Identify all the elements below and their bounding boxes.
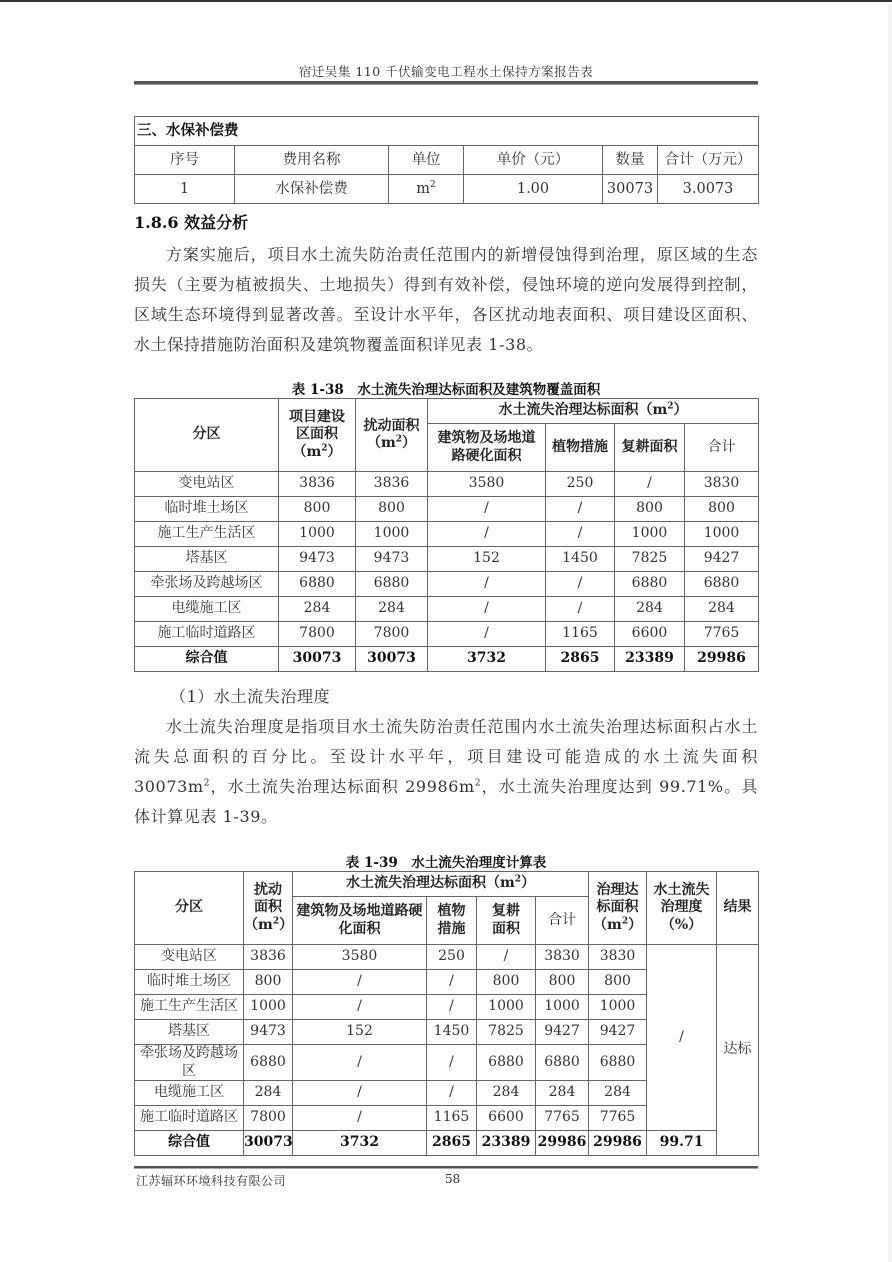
table-1-38 [134, 398, 759, 672]
col-disturb-area: 扰动 面积 $(m^2)$ [244, 872, 293, 945]
zone-cell: 电缆施工区 [135, 1081, 244, 1106]
footer-rule [134, 1166, 758, 1169]
plant-cell: 2865 [427, 1131, 477, 1156]
plant-cell: 2865 [546, 647, 615, 672]
col-result: 结果 [717, 872, 759, 945]
fee-unit: $m^2$ [389, 175, 464, 204]
fee-total: 3.0073 [658, 175, 759, 204]
col-reclaim: 复耕面积 [615, 424, 685, 472]
project-area-cell: 9473 [279, 547, 356, 572]
plant-cell: / [427, 1045, 477, 1081]
reclaim-cell: 800 [615, 497, 685, 522]
fee-col-header: 合计（万元） [658, 146, 759, 175]
plant-cell: 1450 [546, 547, 615, 572]
fee-no: 1 [135, 175, 235, 204]
building-cell: / [428, 622, 546, 647]
building-cell: 3732 [428, 647, 546, 672]
zone-cell: 施工生产生活区 [135, 522, 279, 547]
benefit-paragraph: 方案实施后，项目水土流失防治责任范围内的新增侵蚀得到治理，原区域的生态损失（主要为植被损失、土地损失）得到有效补偿，侵蚀环境的逆向发展得到控制，区域生态环境得到显著改善。至设计水平年，各区扰动地表面积、项目建设区面积、水土保持措施防治面积及建筑物覆盖面积详见表 1-38。 [134, 245, 758, 354]
sum-cell: 6880 [685, 572, 759, 597]
reclaim-cell: / [615, 472, 685, 497]
building-cell: 3580 [428, 472, 546, 497]
sum-cell: 7765 [685, 622, 759, 647]
sum-cell: 29986 [536, 1131, 589, 1156]
sum-cell: 29986 [685, 647, 759, 672]
sum-cell: 1000 [536, 995, 589, 1020]
building-cell: / [293, 1081, 427, 1106]
section-heading: 1.8.6 效益分析 [134, 213, 249, 232]
total-row [135, 647, 759, 672]
col-project-area: 项目建设 区面积 $(m^2)$ [279, 399, 356, 472]
project-area-cell: 800 [279, 497, 356, 522]
col-building: 建筑物及场地道路硬化面积 [428, 424, 546, 472]
sum-cell: 284 [536, 1081, 589, 1106]
page-header-title: 宿迁吴集 110 千伏输变电工程水土保持方案报告表 [298, 64, 594, 79]
sum-cell: 3830 [536, 945, 589, 970]
fee-col-header: 数量 [603, 146, 658, 175]
plant-cell: / [546, 597, 615, 622]
project-area-cell: 284 [279, 597, 356, 622]
building-cell: / [293, 1045, 427, 1081]
reclaim-cell: 1000 [615, 522, 685, 547]
plant-cell: 1165 [546, 622, 615, 647]
disturb-area-cell: 6880 [244, 1045, 293, 1081]
plant-cell: 1450 [427, 1020, 477, 1045]
treated-area-cell: 800 [589, 970, 647, 995]
sum-cell: 6880 [536, 1045, 589, 1081]
building-cell: / [293, 995, 427, 1020]
reclaim-cell: 6600 [615, 622, 685, 647]
table-139-caption: 表 1-39 水土流失治理度计算表 [345, 855, 547, 871]
project-area-cell: 30073 [279, 647, 356, 672]
building-cell: / [293, 970, 427, 995]
col-zone: 分区 [135, 399, 279, 472]
zone-cell: 施工生产生活区 [135, 995, 244, 1020]
reclaim-cell: 800 [477, 970, 536, 995]
disturb-area-cell: 3836 [356, 472, 428, 497]
zone-cell: 施工临时道路区 [135, 622, 279, 647]
page-number: 58 [445, 1172, 461, 1186]
building-cell: / [428, 597, 546, 622]
degree-cell: 99.71 [647, 1131, 717, 1156]
fee-col-header: 序号 [135, 146, 235, 175]
fee-name: 水保补偿费 [235, 175, 389, 204]
treated-area-cell: 29986 [589, 1131, 647, 1156]
disturb-area-cell: 284 [356, 597, 428, 622]
reclaim-cell: 7825 [477, 1020, 536, 1045]
zone-cell: 综合值 [135, 647, 279, 672]
treated-area-cell: 6880 [589, 1045, 647, 1081]
footer-company: 江苏辐环环境科技有限公司 [136, 1174, 287, 1188]
col-treated-area: 治理达 标面积 $(m^2)$ [589, 872, 647, 945]
table-row [135, 547, 759, 572]
plant-cell: / [546, 522, 615, 547]
sum-cell: 9427 [536, 1020, 589, 1045]
zone-cell: 塔基区 [135, 547, 279, 572]
col-group-treated: 水土流失治理达标面积$(m^2)$ [293, 872, 589, 897]
zone-cell: 电缆施工区 [135, 597, 279, 622]
reclaim-cell: 1000 [477, 995, 536, 1020]
disturb-area-cell: 7800 [356, 622, 428, 647]
col-plant: 植物 措施 [427, 897, 477, 945]
fee-col-header: 费用名称 [235, 146, 389, 175]
col-sum: 合计 [685, 424, 759, 472]
treated-area-cell: 1000 [589, 995, 647, 1020]
sum-cell: 3830 [685, 472, 759, 497]
plant-cell: 1165 [427, 1106, 477, 1131]
table-row [135, 175, 759, 204]
plant-cell: / [546, 572, 615, 597]
treated-area-cell: 7765 [589, 1106, 647, 1131]
zone-cell: 牵张场及跨越场区 [135, 1045, 244, 1081]
table-1-39 [134, 871, 759, 1156]
reclaim-cell: 23389 [615, 647, 685, 672]
zone-cell: 施工临时道路区 [135, 1106, 244, 1131]
col-plant: 植物措施 [546, 424, 615, 472]
table-138-caption: 表 1-38 水土流失治理达标面积及建筑物覆盖面积 [291, 382, 601, 398]
scan-top-edge [0, 0, 892, 2]
building-cell: / [428, 522, 546, 547]
sum-cell: 1000 [685, 522, 759, 547]
treated-area-cell: 284 [589, 1081, 647, 1106]
zone-cell: 变电站区 [135, 945, 244, 970]
treated-area-cell: 9427 [589, 1020, 647, 1045]
fee-table [134, 116, 759, 204]
scan-right-edge [888, 4, 892, 1262]
fee-table-header [135, 146, 759, 175]
fee-section-title: 三、水保补偿费 [135, 117, 759, 146]
table-row [135, 522, 759, 547]
sum-cell: 284 [685, 597, 759, 622]
disturb-area-cell: 800 [356, 497, 428, 522]
table-row [135, 945, 759, 970]
sum-cell: 9427 [685, 547, 759, 572]
zone-cell: 临时堆土场区 [135, 970, 244, 995]
building-cell: / [428, 497, 546, 522]
building-cell: / [293, 1106, 427, 1131]
treatment-paragraph: 水土流失治理度是指项目水土流失防治责任范围内水土流失治理达标面积占水土流失总面积的百分比。至设计水平年，项目建设可能造成的水土流失面积 $30073m^2$，水土流失治理达标面积 $29986m^2$，水土流失治理度达到 99.71%。具体计算见表 1-39。 [134, 717, 758, 826]
project-area-cell: 7800 [279, 622, 356, 647]
plant-cell: / [427, 1081, 477, 1106]
plant-cell: / [546, 497, 615, 522]
col-zone: 分区 [135, 872, 244, 945]
zone-cell: 临时堆土场区 [135, 497, 279, 522]
fee-qty: 30073 [603, 175, 658, 204]
zone-cell: 牵张场及跨越场区 [135, 572, 279, 597]
table-row [135, 472, 759, 497]
fee-price: 1.00 [464, 175, 603, 204]
disturb-area-cell: 7800 [244, 1106, 293, 1131]
disturb-area-cell: 1000 [244, 995, 293, 1020]
building-cell: 152 [293, 1020, 427, 1045]
degree-merged-cell: / [647, 945, 717, 1131]
result-merged-cell: 达标 [717, 945, 759, 1156]
col-disturb-area: 扰动面积 $(m^2)$ [356, 399, 428, 472]
sum-cell: 800 [536, 970, 589, 995]
plant-cell: 250 [427, 945, 477, 970]
reclaim-cell: 284 [615, 597, 685, 622]
disturb-area-cell: 800 [244, 970, 293, 995]
fee-col-header: 单位 [389, 146, 464, 175]
header-rule [134, 81, 758, 85]
subsection-title: （1）水土流失治理度 [170, 687, 331, 706]
table-row [135, 622, 759, 647]
reclaim-cell: 6880 [477, 1045, 536, 1081]
project-area-cell: 1000 [279, 522, 356, 547]
fee-col-header: 单价（元） [464, 146, 603, 175]
reclaim-cell: 6880 [615, 572, 685, 597]
plant-cell: / [427, 995, 477, 1020]
table-row [135, 497, 759, 522]
building-cell: / [428, 572, 546, 597]
reclaim-cell: 284 [477, 1081, 536, 1106]
reclaim-cell: 7825 [615, 547, 685, 572]
disturb-area-cell: 284 [244, 1081, 293, 1106]
zone-cell: 变电站区 [135, 472, 279, 497]
plant-cell: 250 [546, 472, 615, 497]
disturb-area-cell: 1000 [356, 522, 428, 547]
col-degree: 水土流失 治理度 （%） [647, 872, 717, 945]
disturb-area-cell: 9473 [244, 1020, 293, 1045]
building-cell: 152 [428, 547, 546, 572]
zone-cell: 塔基区 [135, 1020, 244, 1045]
zone-cell: 综合值 [135, 1131, 244, 1156]
sum-cell: 800 [685, 497, 759, 522]
col-building: 建筑物及场地道路硬化面积 [293, 897, 427, 945]
sum-cell: 7765 [536, 1106, 589, 1131]
col-group-treated: 水土流失治理达标面积$(m^2)$ [428, 399, 759, 424]
col-reclaim: 复耕 面积 [477, 897, 536, 945]
table-row [135, 572, 759, 597]
disturb-area-cell: 30073 [244, 1131, 293, 1156]
building-cell: 3580 [293, 945, 427, 970]
treated-area-cell: 3830 [589, 945, 647, 970]
project-area-cell: 6880 [279, 572, 356, 597]
col-sum: 合计 [536, 897, 589, 945]
building-cell: 3732 [293, 1131, 427, 1156]
reclaim-cell: / [477, 945, 536, 970]
disturb-area-cell: 30073 [356, 647, 428, 672]
disturb-area-cell: 6880 [356, 572, 428, 597]
disturb-area-cell: 3836 [244, 945, 293, 970]
reclaim-cell: 23389 [477, 1131, 536, 1156]
plant-cell: / [427, 970, 477, 995]
reclaim-cell: 6600 [477, 1106, 536, 1131]
project-area-cell: 3836 [279, 472, 356, 497]
table-row [135, 597, 759, 622]
total-row [135, 1131, 759, 1156]
disturb-area-cell: 9473 [356, 547, 428, 572]
